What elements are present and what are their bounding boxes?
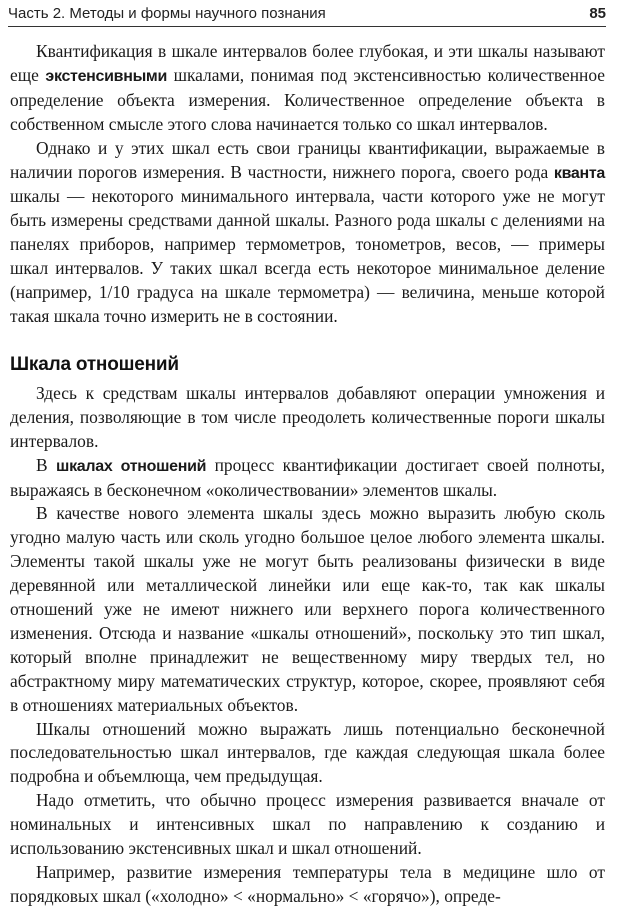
section-heading: Шкала отношений xyxy=(10,353,179,375)
bold-term: экстенсивными xyxy=(45,67,168,85)
paragraph: Однако и у этих шкал есть свои границы квантификации, выражаемые в наличии порогов измерения. В частности, нижнего порога, своего рода кванта шкалы — некоторого минимального интервала, части которого уже не могут быть измерены средствами данной шкалы. Разного рода шкалы с делениями на панелях приборов, например термометров, тонометров, весов, — примеры шкал интервалов. У таких шкал всегда есть некоторое минимальное деление (например, 1/10 градуса на шкале термометра) — величина, меньше которой такая шкала точно измерить не в состоянии. xyxy=(10,137,605,326)
running-header-title: Часть 2. Методы и формы научного познания xyxy=(8,4,326,22)
paragraph: Здесь к средствам шкалы интервалов добавляют операции умножения и деления, позволяющие в том числе преодолеть количественные пороги шкалы интервалов. xyxy=(10,382,605,451)
page-body xyxy=(10,40,605,909)
paragraph: Надо отметить, что обычно процесс измерения развивается вначале от номинальных и интенсивных шкал по направлению к созданию и использованию экстенсивных шкал и шкал отношений. xyxy=(10,790,605,859)
running-header xyxy=(8,0,606,27)
page-number: 85 xyxy=(589,4,606,22)
paragraph: Шкалы отношений можно выражать лишь потенциально бесконечной последовательностью шкал интервалов, где каждая следующая шкала более подробна и объемлюща, чем предыдущая. xyxy=(10,718,605,787)
bold-term: шкалах отношений xyxy=(56,457,207,475)
paragraph: В шкалах отношений процесс квантификации достигает своей полноты, выражаясь в бесконечном «околичествовании» элементов шкалы. xyxy=(10,454,605,500)
bold-term: кванта xyxy=(553,164,605,182)
paragraph: Квантификация в шкале интервалов более глубокая, и эти шкалы называют еще экстенсивными шкалами, понимая под экстенсивностью количественное определение объекта измерения. Количественное определение объекта в собственном смысле этого слова начинается только со шкал интервалов. xyxy=(10,41,605,134)
paragraph: Например, развитие измерения температуры тела в медицине шло от порядковых шкал («холодно» < «нормально» < «горячо»), опреде- xyxy=(10,862,605,906)
paragraph: В качестве нового элемента шкалы здесь можно выразить любую сколь угодно малую часть или сколь угодно большое целое любого элемента шкалы. Элементы такой шкалы уже не могут быть реализованы физически в виде деревянной или металлической линейки или еще как-то, так как шкалы отношений уже не имеют нижнего или верхнего порога количественного изменения. Отсюда и название «шкалы отношений», поскольку это тип шкал, который вполне принадлежит не вещественному миру твердых тел, но абстрактному миру математических структур, которое, скорее, проявляют себя в отношениях материальных объектов. xyxy=(10,503,605,715)
